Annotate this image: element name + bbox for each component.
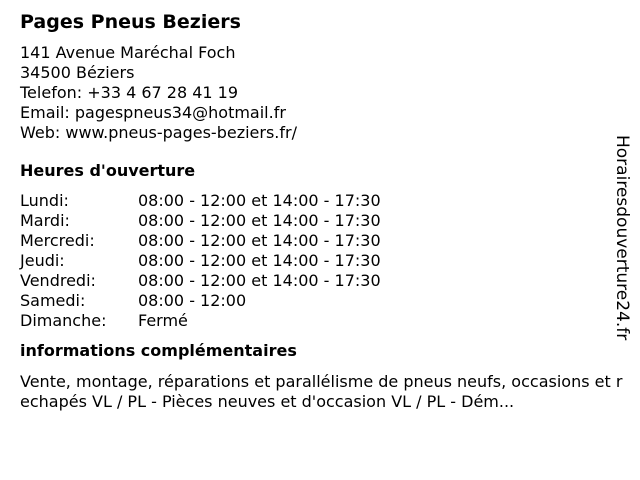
web-line[interactable]: Web: www.pneus-pages-beziers.fr/ bbox=[20, 123, 297, 142]
day-label: Lundi: bbox=[20, 191, 69, 210]
hours-row-monday bbox=[20, 191, 620, 211]
time-value: 08:00 - 12:00 et 14:00 - 17:30 bbox=[138, 191, 381, 210]
day-label: Samedi: bbox=[20, 291, 86, 310]
day-label: Mardi: bbox=[20, 211, 70, 230]
hours-table bbox=[20, 191, 620, 331]
day-label: Vendredi: bbox=[20, 271, 96, 290]
time-value: 08:00 - 12:00 et 14:00 - 17:30 bbox=[138, 271, 381, 290]
time-value: 08:00 - 12:00 bbox=[138, 291, 247, 310]
hours-heading: Heures d'ouverture bbox=[20, 161, 196, 180]
hours-row-tuesday bbox=[20, 211, 620, 231]
day-label: Mercredi: bbox=[20, 231, 95, 250]
time-value: 08:00 - 12:00 et 14:00 - 17:30 bbox=[138, 251, 381, 270]
hours-row-sunday bbox=[20, 311, 620, 331]
time-value: 08:00 - 12:00 et 14:00 - 17:30 bbox=[138, 211, 381, 230]
hours-row-thursday bbox=[20, 251, 620, 271]
time-value: 08:00 - 12:00 et 14:00 - 17:30 bbox=[138, 231, 381, 250]
side-brand-text[interactable]: Horairesdouverture24.fr bbox=[612, 135, 632, 341]
day-label: Dimanche: bbox=[20, 311, 107, 330]
hours-row-saturday bbox=[20, 291, 620, 311]
day-label: Jeudi: bbox=[20, 251, 65, 270]
info-heading: informations complémentaires bbox=[20, 341, 297, 360]
hours-row-friday bbox=[20, 271, 620, 291]
address-line-1: 141 Avenue Maréchal Foch bbox=[20, 43, 236, 62]
address-line-2: 34500 Béziers bbox=[20, 63, 135, 82]
hours-row-wednesday bbox=[20, 231, 620, 251]
info-description: Vente, montage, réparations et parallélisme de pneus neufs, occasions et rechapés VL / PL - Pièces neuves et d'occasion VL / PL - Dém... bbox=[20, 372, 623, 411]
phone-line[interactable]: Telefon: +33 4 67 28 41 19 bbox=[20, 83, 239, 102]
time-value: Fermé bbox=[138, 311, 188, 330]
email-line[interactable]: Email: pagespneus34@hotmail.fr bbox=[20, 103, 286, 122]
business-name: Pages Pneus Beziers bbox=[20, 11, 241, 33]
